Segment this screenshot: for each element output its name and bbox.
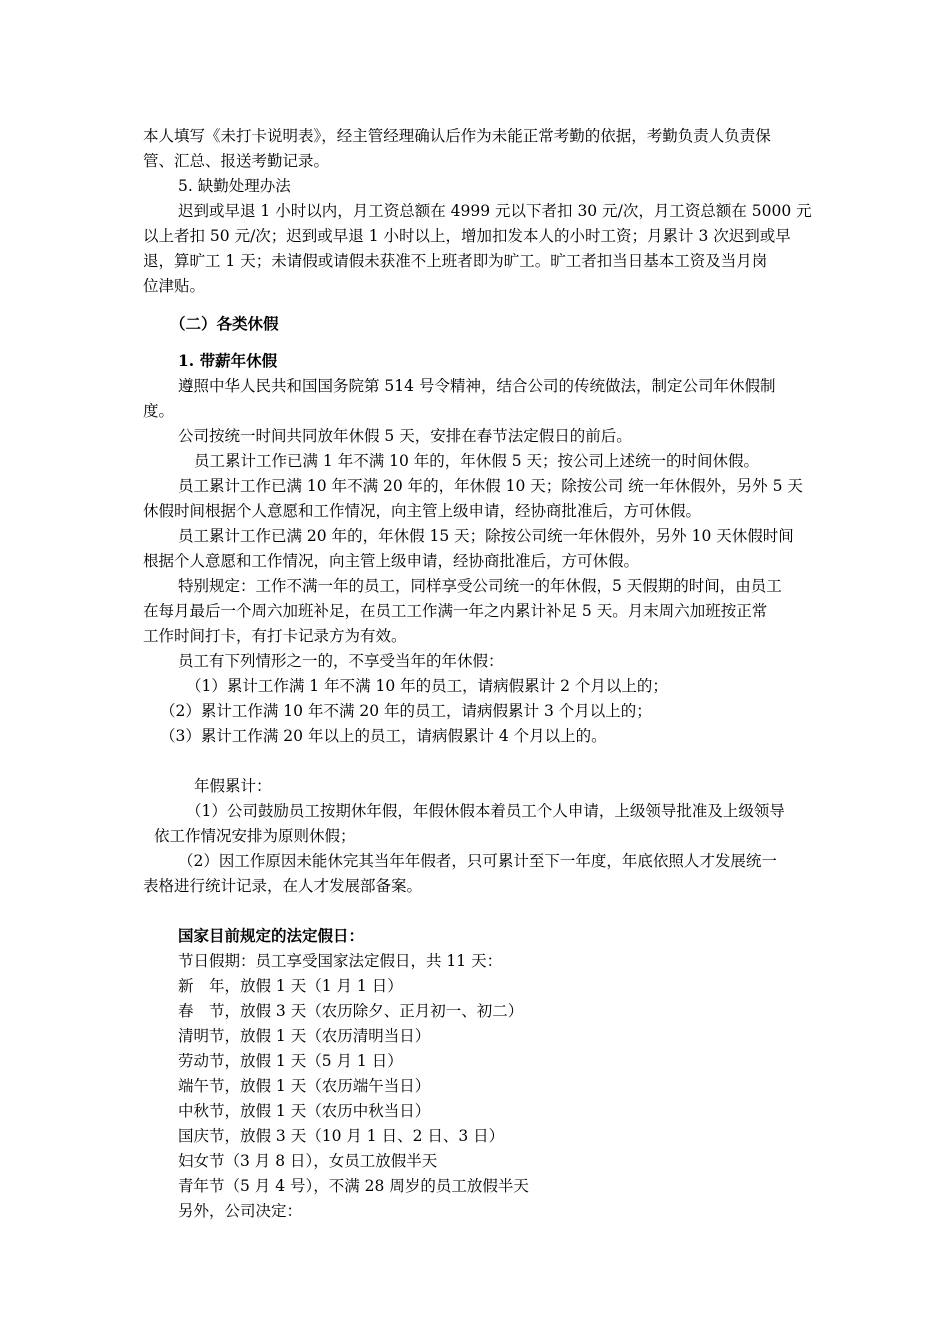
holiday-item: 青年节（5 月 4 号），不满 28 周岁的员工放假半天 <box>178 1177 529 1195</box>
paragraph-line: 迟到或早退 1 小时以内，月工资总额在 4999 元以下者扣 30 元/次，月工资总额在 5000 元 <box>178 202 812 220</box>
paragraph-line: 根据个人意愿和工作情况，向主管上级申请，经协商批准后，方可休假。 <box>143 552 640 570</box>
section-heading-leave-types: （二）各类休假 <box>170 314 279 333</box>
paragraph-line: 管、汇总、报送考勤记录。 <box>143 152 330 170</box>
paragraph-line: 休假时间根据个人意愿和工作情况，向主管上级申请，经协商批准后，方可休假。 <box>143 502 702 520</box>
paragraph-line: 公司按统一时间共同放年休假 5 天，安排在春节法定假日的前后。 <box>178 427 632 445</box>
list-item: （2）累计工作满 10 年不满 20 年的员工，请病假累计 3 个月以上的； <box>160 702 652 720</box>
list-item: （1）累计工作满 1 年不满 10 年的员工，请病假累计 2 个月以上的； <box>186 677 668 695</box>
section-heading-absence: 5. 缺勤处理办法 <box>178 177 291 195</box>
paragraph-line: 员工累计工作已满 10 年不满 20 年的，年休假 10 天；除按公司 统一年休假外，另外 5 天 <box>178 477 803 495</box>
paragraph-line: 特别规定：工作不满一年的员工，同样享受公司统一的年休假，5 天假期的时间，由员工 <box>178 577 782 595</box>
paragraph-line: 在每月最后一个周六加班补足，在员工工作满一年之内累计补足 5 天。月末周六加班按正常 <box>143 602 768 620</box>
holiday-item: 中秋节，放假 1 天（农历中秋当日） <box>178 1102 431 1120</box>
list-item: （1）公司鼓励员工按期休年假，年假休假本着员工个人申请，上级领导批准及上级领导 <box>186 802 785 820</box>
paragraph-line: 员工累计工作已满 1 年不满 10 年的，年休假 5 天；按公司上述统一的时间休假。 <box>194 452 760 470</box>
paragraph-line: 退，算旷工 1 天；未请假或请假未获准不上班者即为旷工。旷工者扣当日基本工资及当月岗 <box>143 252 768 270</box>
holiday-item: 国庆节，放假 3 天（10 月 1 日、2 日、3 日） <box>178 1127 505 1145</box>
holiday-item: 劳动节，放假 1 天（5 月 1 日） <box>178 1052 403 1070</box>
paragraph-line: 员工有下列情形之一的，不享受当年的年休假： <box>178 652 504 670</box>
paragraph-line: 位津贴。 <box>143 277 206 295</box>
paragraph-line: 本人填写《未打卡说明表》，经主管经理确认后作为未能正常考勤的依据，考勤负责人负责保 <box>143 127 771 145</box>
holiday-item: 春 节，放假 3 天（农历除夕、正月初一、初二） <box>178 1002 524 1020</box>
paragraph-line: 表格进行统计记录，在人才发展部备案。 <box>143 877 423 895</box>
paragraph-line: 遵照中华人民共和国国务院第 514 号令精神，结合公司的传统做法，制定公司年休假制 <box>178 377 776 395</box>
paragraph-line: 另外，公司决定： <box>178 1202 303 1220</box>
paragraph-line: 节日假期：员工享受国家法定假日，共 11 天： <box>178 952 503 970</box>
paragraph-line: 工作时间打卡，有打卡记录方为有效。 <box>143 627 407 645</box>
list-item: （2）因工作原因未能休完其当年年假者，只可累计至下一年度，年底依照人才发展统一 <box>178 852 777 870</box>
paragraph-line: 依工作情况安排为原则休假； <box>154 827 356 845</box>
paragraph-line: 员工累计工作已满 20 年的，年休假 15 天；除按公司统一年休假外，另外 10 天休假时间 <box>178 527 794 545</box>
paragraph-line: 度。 <box>143 402 175 420</box>
holiday-item: 端午节，放假 1 天（农历端午当日） <box>178 1077 431 1095</box>
holiday-item: 新 年，放假 1 天（1 月 1 日） <box>178 977 403 995</box>
section-heading-annual-leave: 1. 带薪年休假 <box>178 351 278 370</box>
section-heading-leave-accumulation: 年假累计： <box>194 777 272 795</box>
holiday-item: 妇女节（3 月 8 日），女员工放假半天 <box>178 1152 438 1170</box>
paragraph-line: 以上者扣 50 元/次；迟到或早退 1 小时以上，增加扣发本人的小时工资；月累计 3 次迟到或早 <box>143 227 791 245</box>
holiday-item: 清明节，放假 1 天（农历清明当日） <box>178 1027 431 1045</box>
section-heading-statutory-holidays: 国家目前规定的法定假日： <box>178 926 365 945</box>
list-item: （3）累计工作满 20 年以上的员工，请病假累计 4 个月以上的。 <box>160 727 607 745</box>
